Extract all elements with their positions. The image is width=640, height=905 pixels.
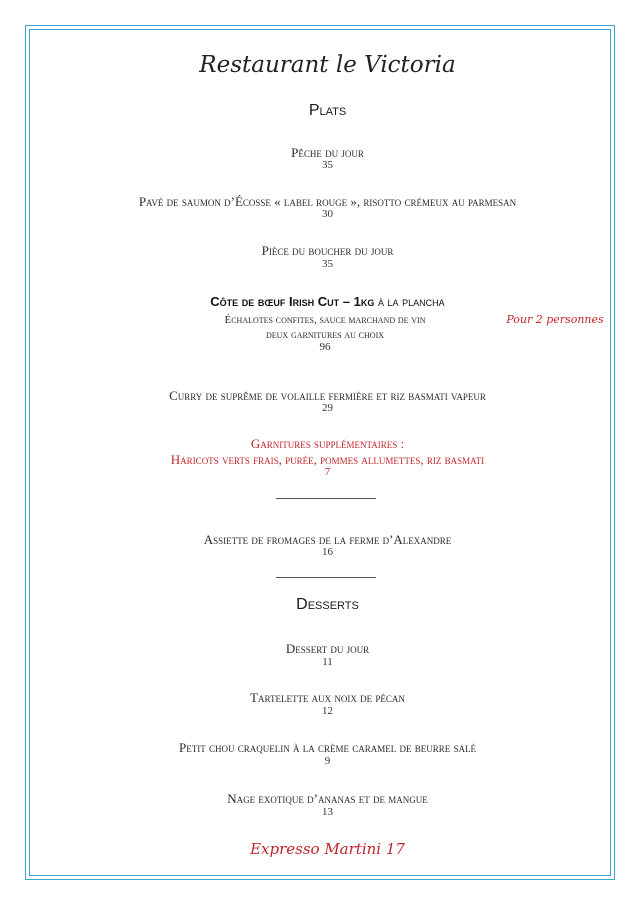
section-title-plats: Plats [308, 102, 347, 119]
section-title-desserts: Desserts [296, 596, 359, 613]
menu-item-price: 35 [322, 159, 333, 171]
menu-item-name: Nage exotique d’ananas et de mangue [227, 791, 428, 806]
menu-item-name: Pêche du jour [291, 145, 364, 160]
menu-item-name: Assiette de fromages de la ferme d’Alexandre [203, 532, 452, 547]
garnitures-price: 7 [324, 466, 331, 478]
cote-de-boeuf-name: Côte de bœuf Irish Cut – 1kg [210, 294, 375, 309]
garnitures-title: Garnitures supplémentaires : [250, 436, 405, 451]
garnitures-list: Haricots verts frais, purée, pommes allumettes, riz basmati [170, 452, 485, 467]
cote-de-boeuf-garnish: deux garnitures au choix [265, 329, 385, 341]
menu-item-price: 30 [322, 208, 333, 220]
cote-de-boeuf-detail: Échalotes confites, sauce marchand de vin [224, 314, 426, 326]
menu-item-name: Curry de suprême de volaille fermière et riz basmati vapeur [169, 388, 486, 403]
menu-item-price: 16 [322, 546, 333, 558]
menu-item-price: 29 [322, 402, 333, 414]
cote-de-boeuf-method: à la plancha [374, 294, 445, 309]
serving-note: Pour 2 personnes [506, 313, 604, 326]
menu-item-name: Pavé de saumon d’Écosse « label rouge », risotto crémeux au parmesan [138, 194, 517, 209]
restaurant-title: Restaurant le Victoria [199, 52, 456, 78]
menu-item-name: Petit chou craquelin à la crème caramel de beurre salé [179, 740, 476, 755]
menu-item-price: 13 [322, 806, 333, 818]
divider [276, 577, 376, 578]
menu-item-price: 35 [322, 258, 333, 270]
cote-de-boeuf-title [40, 294, 615, 309]
menu-item-price: 96 [319, 341, 331, 353]
divider [276, 498, 376, 499]
menu-item-price: 11 [322, 656, 333, 668]
footer-special: Expresso Martini 17 [250, 840, 405, 858]
menu-item-name: Tartelette aux noix de pécan [250, 690, 405, 705]
menu-item-price: 9 [324, 755, 331, 767]
menu-item-price: 12 [322, 705, 333, 717]
menu-item-name: Dessert du jour [285, 641, 370, 656]
menu-item-name: Pièce du boucher du jour [261, 243, 394, 258]
